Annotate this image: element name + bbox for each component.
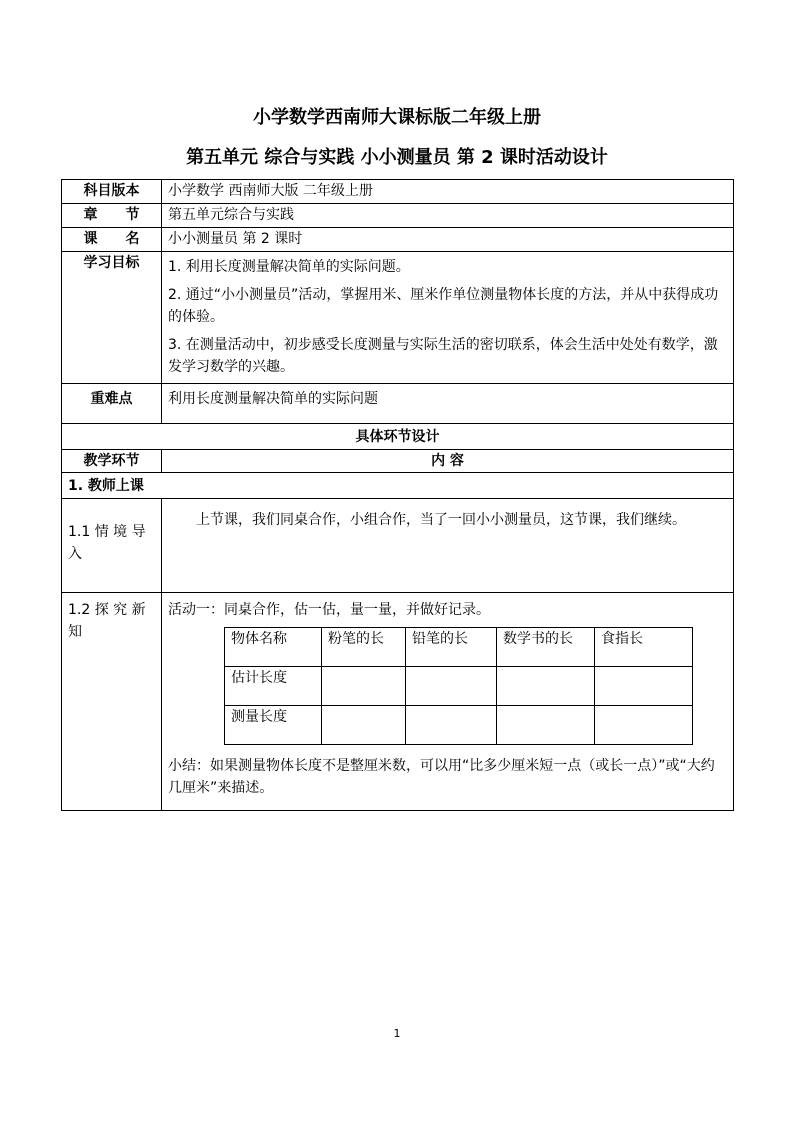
table-cell[interactable] bbox=[595, 706, 693, 745]
measurement-header-row bbox=[225, 628, 693, 667]
lesson-value: 小小测量员 第 2 课时 bbox=[162, 228, 734, 252]
row-chapter bbox=[62, 204, 734, 228]
chapter-label: 章 节 bbox=[62, 204, 162, 228]
header-chalk: 粉笔的长 bbox=[322, 628, 406, 667]
subject-value: 小学数学 西南师大版 二年级上册 bbox=[162, 180, 734, 204]
step1-label: 1.1 情 境 导入 bbox=[62, 499, 162, 593]
content-column-header: 内 容 bbox=[162, 450, 734, 473]
row-column-headers bbox=[62, 450, 734, 473]
document-title: 小学数学西南师大课标版二年级上册 bbox=[253, 107, 541, 128]
objective-item: 2. 通过“小小测量员”活动，掌握用米、厘米作单位测量物体长度的方法，并从中获得成功的体验。 bbox=[168, 287, 719, 325]
subject-label: 科目版本 bbox=[62, 180, 162, 204]
step1-content: 上节课，我们同桌合作，小组合作，当了一回小小测量员，这节课，我们继续。 bbox=[162, 499, 734, 593]
lesson-label: 课 名 bbox=[62, 228, 162, 252]
step2-content bbox=[162, 593, 734, 811]
row-section-title bbox=[62, 424, 734, 450]
row-step2 bbox=[62, 593, 734, 811]
measured-row bbox=[225, 706, 693, 745]
measured-label: 测量长度 bbox=[225, 706, 322, 745]
table-cell[interactable] bbox=[322, 667, 406, 706]
row-difficulty bbox=[62, 384, 734, 424]
estimate-row bbox=[225, 667, 693, 706]
estimate-label: 估计长度 bbox=[225, 667, 322, 706]
part1-title: 1. 教师上课 bbox=[62, 473, 734, 499]
row-part1 bbox=[62, 473, 734, 499]
objectives-label: 学习目标 bbox=[62, 252, 162, 384]
lesson-plan-table bbox=[61, 179, 734, 811]
header-object-name: 物体名称 bbox=[225, 628, 322, 667]
chapter-value: 第五单元综合与实践 bbox=[162, 204, 734, 228]
page-number: 1 bbox=[393, 1027, 401, 1040]
table-cell[interactable] bbox=[595, 667, 693, 706]
row-step1 bbox=[62, 499, 734, 593]
table-cell[interactable] bbox=[497, 706, 595, 745]
document-subtitle: 第五单元 综合与实践 小小测量员 第 2 课时活动设计 bbox=[186, 147, 608, 168]
header-index-finger: 食指长 bbox=[595, 628, 693, 667]
header-math-book: 数学书的长 bbox=[497, 628, 595, 667]
activity-text: 活动一：同桌合作，估一估，量一量，并做好记录。 bbox=[168, 602, 490, 618]
row-objectives bbox=[62, 252, 734, 384]
table-cell[interactable] bbox=[322, 706, 406, 745]
row-subject bbox=[62, 180, 734, 204]
objectives-list bbox=[162, 252, 734, 384]
header-pencil: 铅笔的长 bbox=[406, 628, 497, 667]
table-cell[interactable] bbox=[406, 706, 497, 745]
section-title: 具体环节设计 bbox=[62, 424, 734, 450]
objective-item: 1. 利用长度测量解决简单的实际问题。 bbox=[168, 259, 410, 275]
objective-item: 3. 在测量活动中，初步感受长度测量与实际生活的密切联系，体会生活中处处有数学，激发学习数学的兴趣。 bbox=[168, 337, 718, 375]
difficulty-label: 重难点 bbox=[62, 384, 162, 424]
table-cell[interactable] bbox=[406, 667, 497, 706]
stage-column-header: 教学环节 bbox=[62, 450, 162, 473]
measurement-table bbox=[224, 627, 693, 745]
step2-label: 1.2 探 究 新知 bbox=[62, 593, 162, 811]
row-lesson bbox=[62, 228, 734, 252]
summary-text: 小结：如果测量物体长度不是整厘米数，可以用“比多少厘米短一点（或长一点）”或“大约几厘米”来描述。 bbox=[168, 758, 715, 796]
difficulty-value: 利用长度测量解决简单的实际问题 bbox=[162, 384, 734, 424]
table-cell[interactable] bbox=[497, 667, 595, 706]
